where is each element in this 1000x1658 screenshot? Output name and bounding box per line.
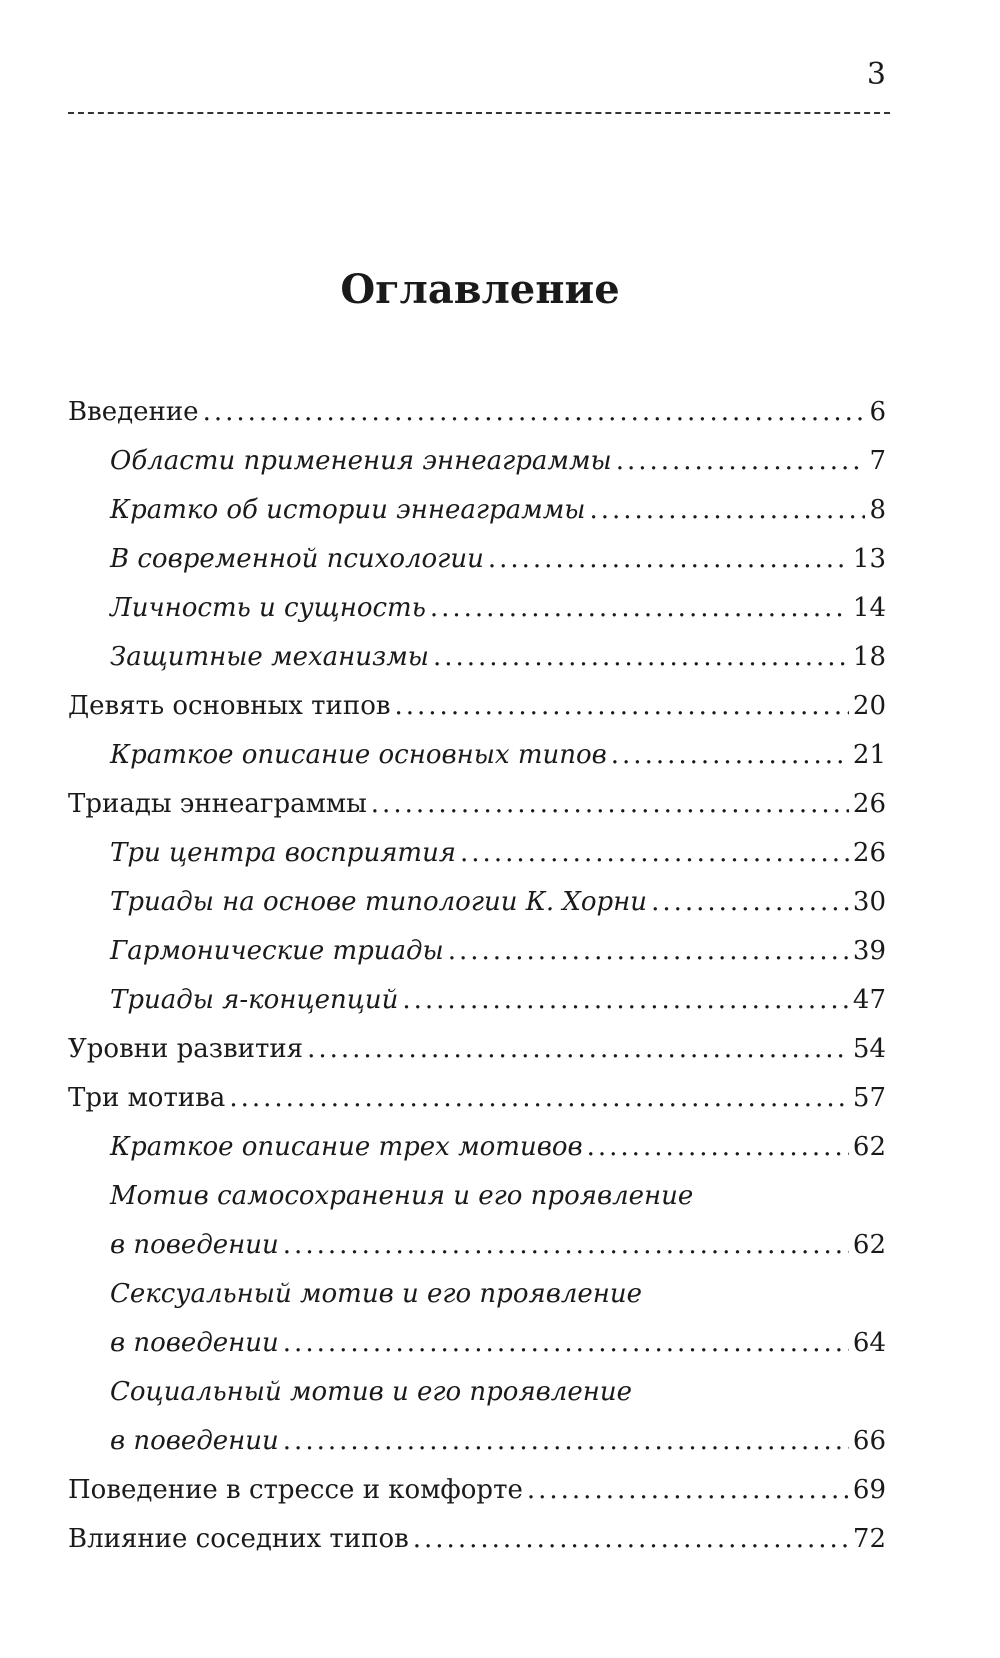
toc-entry-page: 62 — [852, 1132, 886, 1162]
toc-leader-dots — [488, 535, 849, 584]
toc-leader-dots — [589, 486, 865, 535]
toc-entry-page: 14 — [852, 593, 886, 623]
toc-leader-dots — [283, 1221, 849, 1270]
toc-leader-dots — [402, 976, 849, 1025]
toc-leader-dots — [460, 829, 849, 878]
toc-entry-label: в поведении — [110, 1426, 279, 1456]
toc-entry-label: Введение — [68, 397, 199, 427]
toc-entry-page: 18 — [852, 642, 886, 672]
toc-entry-label: Поведение в стрессе и комфорте — [68, 1475, 523, 1505]
toc-entry-page: 13 — [852, 544, 886, 574]
toc-subentry-line1[interactable] — [68, 1270, 886, 1319]
toc-leader-dots — [587, 1123, 849, 1172]
toc-entry-label: Уровни развития — [68, 1034, 304, 1064]
toc-entry-label: Гармонические триады — [110, 936, 444, 966]
toc-subentry[interactable] — [68, 584, 886, 633]
toc-entry-label: Триады на основе типологии К. Хорни — [110, 887, 648, 917]
toc-entry-label: Три мотива — [68, 1083, 226, 1113]
toc-subentry[interactable] — [68, 976, 886, 1025]
toc-subentry[interactable] — [68, 535, 886, 584]
toc-entry-page: 66 — [852, 1426, 886, 1456]
toc-subentry[interactable] — [68, 829, 886, 878]
toc-subentry[interactable] — [68, 486, 886, 535]
toc-entry-label: Кратко об истории эннеаграммы — [110, 495, 586, 525]
toc-subentry[interactable] — [68, 1319, 886, 1368]
toc-entry[interactable] — [68, 1074, 886, 1123]
toc-entry-page: 26 — [852, 838, 886, 868]
toc-subentry[interactable] — [68, 927, 886, 976]
toc-entry-label: Триады я-концепций — [110, 985, 399, 1015]
toc-entry-label: Три центра восприятия — [110, 838, 457, 868]
toc-subentry[interactable] — [68, 437, 886, 486]
toc-entry[interactable] — [68, 1466, 886, 1515]
toc-entry-page: 64 — [852, 1328, 886, 1358]
table-of-contents — [68, 388, 886, 1564]
toc-entry[interactable] — [68, 388, 886, 437]
toc-entry-label: Защитные механизмы — [110, 642, 429, 672]
toc-subentry[interactable] — [68, 1221, 886, 1270]
toc-subentry-line1[interactable] — [68, 1172, 886, 1221]
toc-leader-dots — [430, 584, 849, 633]
toc-entry-label: в поведении — [110, 1230, 279, 1260]
toc-entry-page: 69 — [852, 1475, 886, 1505]
toc-entry-page: 8 — [869, 495, 886, 525]
toc-entry-label: Сексуальный мотив и его проявление — [110, 1279, 643, 1309]
toc-leader-dots — [307, 1025, 849, 1074]
toc-leader-dots — [413, 1515, 849, 1564]
toc-leader-dots — [371, 780, 849, 829]
page-title: Оглавление — [340, 266, 620, 313]
toc-entry-page: 54 — [852, 1034, 886, 1064]
toc-entry-page: 62 — [852, 1230, 886, 1260]
toc-entry-page: 6 — [869, 397, 886, 427]
toc-leader-dots — [616, 437, 866, 486]
toc-entry[interactable] — [68, 1515, 886, 1564]
header-rule — [68, 112, 890, 114]
toc-entry[interactable] — [68, 780, 886, 829]
toc-entry-label: Краткое описание основных типов — [110, 740, 607, 770]
toc-leader-dots — [283, 1417, 849, 1466]
toc-subentry[interactable] — [68, 633, 886, 682]
toc-leader-dots — [283, 1319, 849, 1368]
toc-entry-label: Мотив самосохранения и его проявление — [110, 1181, 694, 1211]
toc-leader-dots — [395, 682, 849, 731]
toc-entry-label: Социальный мотив и его проявление — [110, 1377, 633, 1407]
toc-entry-page: 26 — [852, 789, 886, 819]
toc-subentry[interactable] — [68, 731, 886, 780]
toc-leader-dots — [611, 731, 849, 780]
toc-entry-page: 39 — [852, 936, 886, 966]
toc-entry-page: 7 — [869, 446, 886, 476]
toc-leader-dots — [433, 633, 849, 682]
toc-entry-label: Девять основных типов — [68, 691, 391, 721]
toc-entry-label: Области применения эннеаграммы — [110, 446, 612, 476]
toc-leader-dots — [527, 1466, 849, 1515]
toc-subentry-line1[interactable] — [68, 1368, 886, 1417]
toc-entry-label: Личность и сущность — [110, 593, 426, 623]
toc-entry-page: 21 — [852, 740, 886, 770]
toc-entry-page: 30 — [852, 887, 886, 917]
toc-leader-dots — [203, 388, 866, 437]
page-number: 3 — [866, 57, 886, 92]
toc-entry[interactable] — [68, 682, 886, 731]
toc-entry-page: 47 — [852, 985, 886, 1015]
toc-entry-label: В современной психологии — [110, 544, 484, 574]
toc-entry-label: Триады эннеаграммы — [68, 789, 367, 819]
toc-entry-page: 20 — [852, 691, 886, 721]
toc-subentry[interactable] — [68, 878, 886, 927]
toc-entry-label: в поведении — [110, 1328, 279, 1358]
toc-entry[interactable] — [68, 1025, 886, 1074]
toc-entry-label: Краткое описание трех мотивов — [110, 1132, 583, 1162]
toc-entry-page: 57 — [852, 1083, 886, 1113]
toc-leader-dots — [448, 927, 849, 976]
toc-subentry[interactable] — [68, 1417, 886, 1466]
toc-leader-dots — [229, 1074, 849, 1123]
toc-subentry[interactable] — [68, 1123, 886, 1172]
toc-entry-page: 72 — [852, 1524, 886, 1554]
toc-leader-dots — [651, 878, 849, 927]
toc-entry-label: Влияние соседних типов — [68, 1524, 409, 1554]
